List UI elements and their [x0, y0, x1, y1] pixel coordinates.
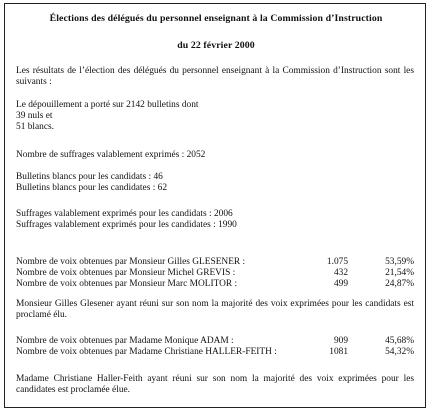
count-line: 51 blancs. [16, 122, 55, 132]
result-label: Nombre de voix obtenues par Monsieur Marc MOLITOR : [16, 279, 238, 289]
count-line: Le dépouillement a porté sur 2142 bulletins dont [16, 100, 199, 110]
result-percent: 54,32% [385, 347, 414, 357]
valid-line: Suffrages valablement exprimés pour les candidats : 2006 [16, 209, 233, 219]
result-label: Nombre de voix obtenues par Madame Monique ADAM : [16, 336, 234, 346]
result-votes: 909 [333, 336, 348, 346]
result-label: Nombre de voix obtenues par Madame Christiane HALLER-FEITH : [16, 347, 277, 357]
result-label: Nombre de voix obtenues par Monsieur Gilles GLESENER : [16, 257, 246, 267]
count-line: 39 nuls et [16, 111, 53, 121]
result-votes: 432 [333, 268, 348, 278]
document-date: du 22 février 2000 [177, 40, 255, 51]
men-conclusion: Monsieur Gilles Glesener ayant réuni sur son nom la majorité des voix exprimées pour les candidats est proclamé élu. [16, 299, 414, 320]
result-percent: 53,59% [385, 257, 414, 267]
result-votes: 1.075 [326, 257, 348, 267]
result-votes: 499 [333, 279, 348, 289]
blank-line: Bulletins blancs pour les candidats : 46 [16, 172, 163, 182]
valid-line: Suffrages valablement exprimés pour les candidates : 1990 [16, 220, 237, 230]
valid-votes-line: Nombre de suffrages valablement exprimés : 2052 [16, 150, 206, 160]
document-title: Élections des délégués du personnel enseignant à la Commission d’Instruction [49, 13, 383, 24]
blank-line: Bulletins blancs pour les candidates : 62 [16, 183, 168, 193]
result-label: Nombre de voix obtenues par Monsieur Michel GREVIS : [16, 268, 236, 278]
women-conclusion: Madame Christiane Haller-Feith ayant réuni sur son nom la majorité des voix exprimées pour les candidates est proclamée élue. [16, 374, 414, 395]
result-percent: 21,54% [385, 268, 414, 278]
intro-paragraph: Les résultats de l’élection des délégués du personnel enseignant à la Commission d’Instruction sont les suivants : [16, 66, 414, 87]
result-percent: 45,68% [385, 336, 414, 346]
result-votes: 1081 [329, 347, 348, 357]
result-percent: 24,87% [385, 279, 414, 289]
